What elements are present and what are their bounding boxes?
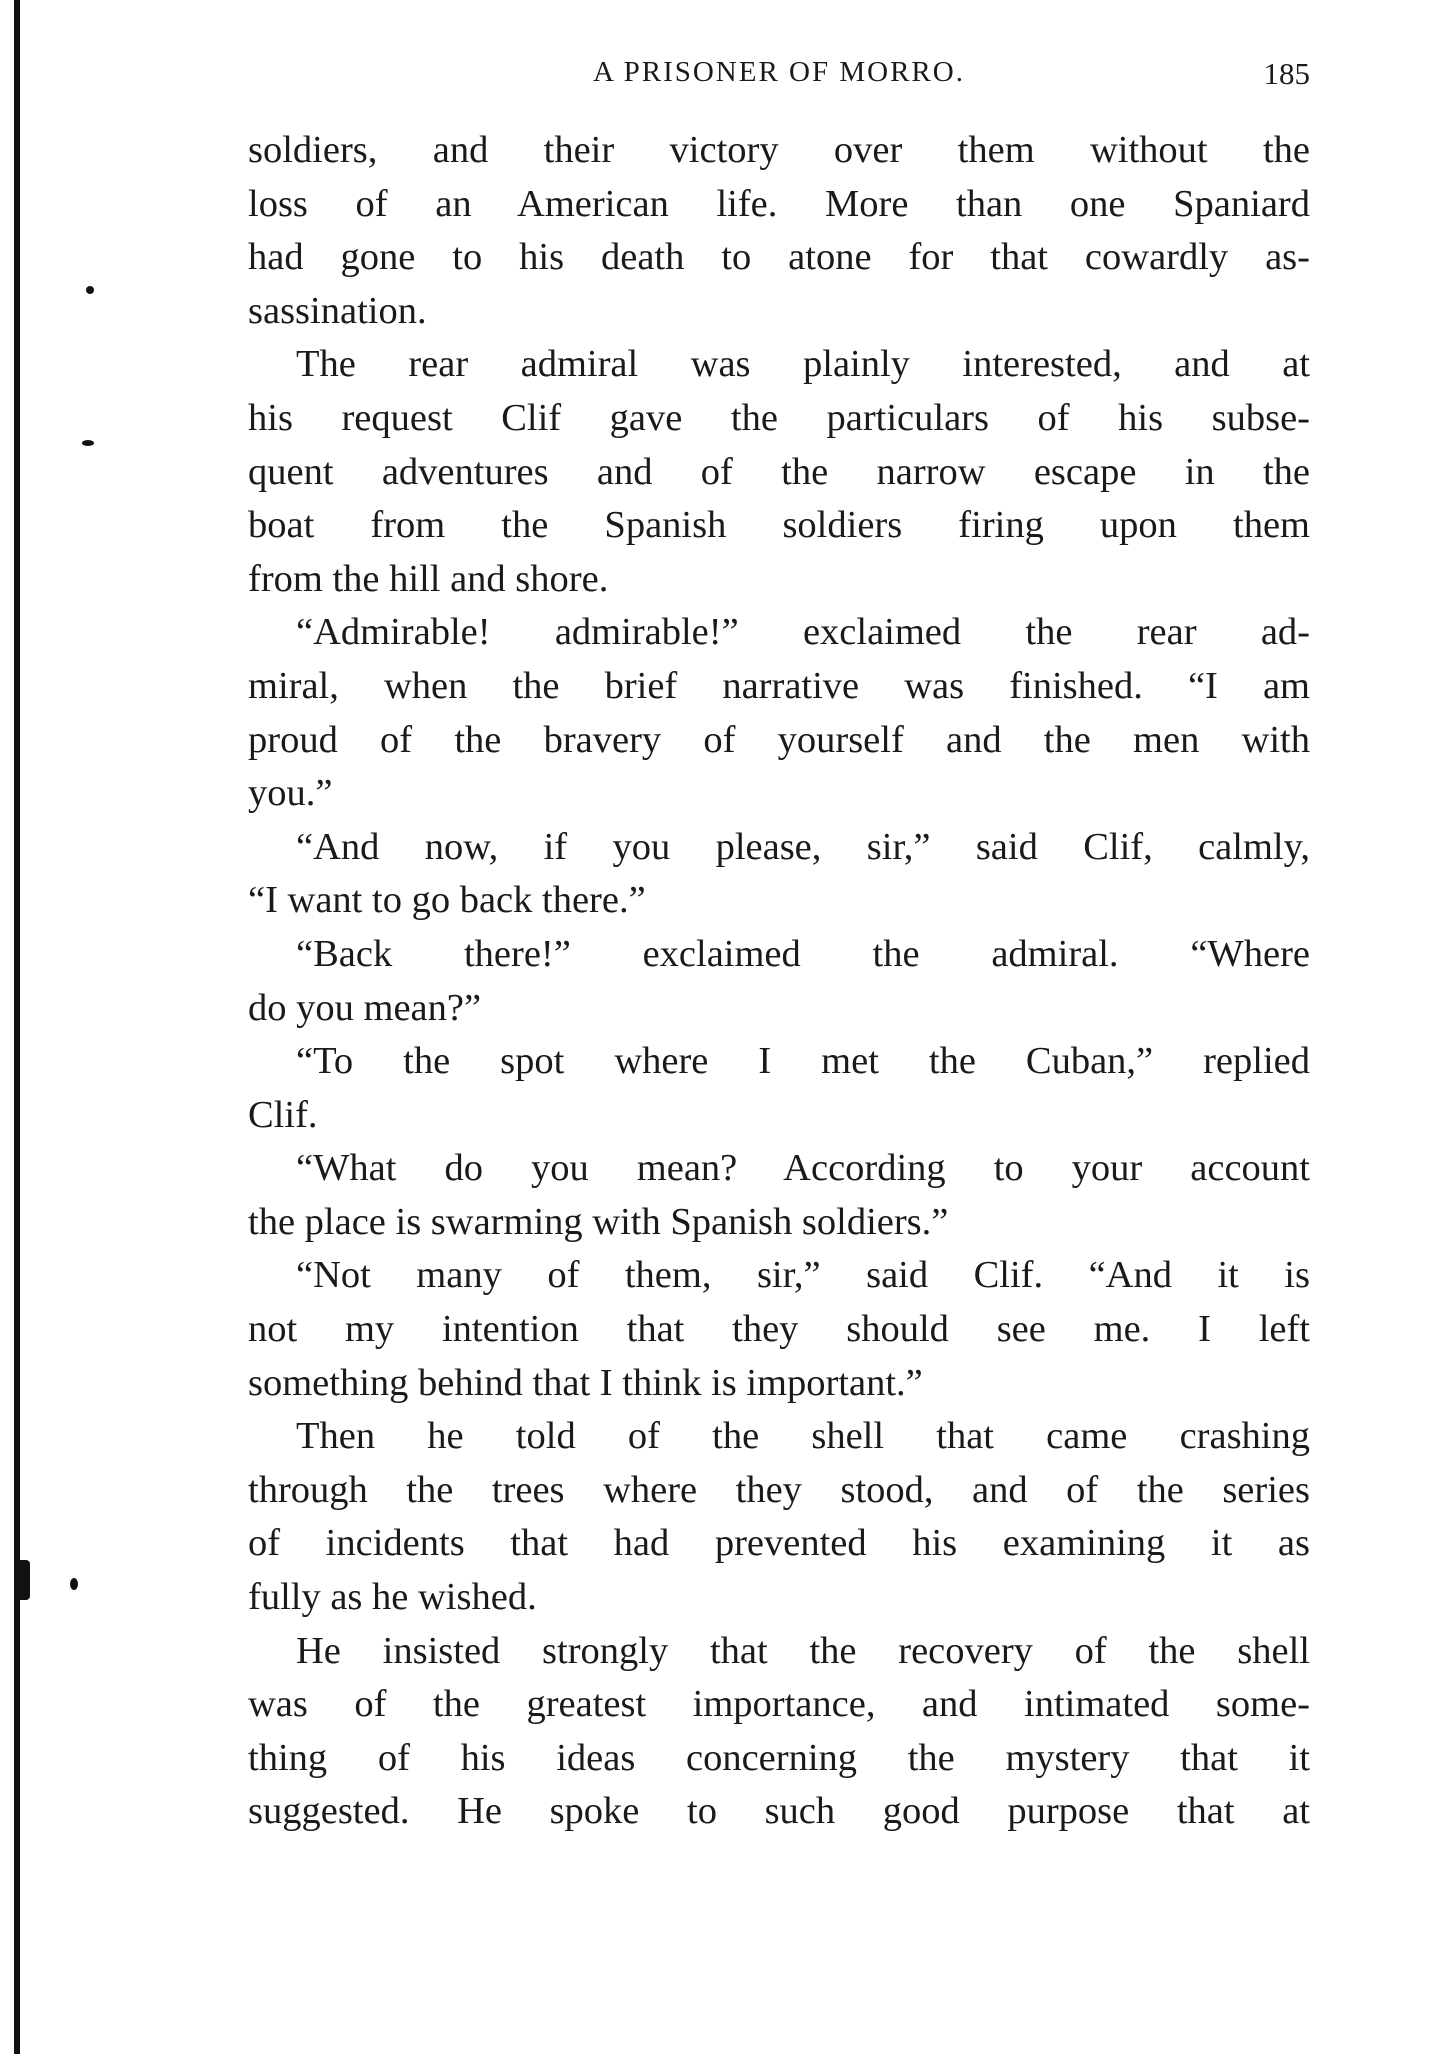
text-line: “And now, if you please, sir,” said Clif, calmly, [296, 825, 1310, 868]
binding-speck [70, 1578, 78, 1590]
text-line: do you mean?” [248, 986, 482, 1029]
text-line: soldiers, and their victory over them without the [248, 129, 1310, 171]
running-title: A PRISONER OF MORRO. [593, 56, 965, 88]
text-line: Then he told of the shell that came crashing [296, 1415, 1310, 1458]
text-line: He insisted strongly that the recovery of the shell [296, 1629, 1310, 1672]
text-line: suggested. He spoke to such good purpose that at [248, 1790, 1310, 1833]
binding-speck [86, 286, 94, 294]
text-line: boat from the Spanish soldiers firing upon them [248, 504, 1310, 547]
text-line: had gone to his death to atone for that cowardly as- [248, 236, 1310, 279]
text-line: sassination. [248, 289, 427, 332]
text-line: proud of the bravery of yourself and the men with [248, 718, 1310, 761]
text-line: fully as he wished. [248, 1576, 537, 1619]
text-line: miral, when the brief narrative was finished. “I am [248, 664, 1310, 707]
page-number: 185 [1263, 56, 1310, 91]
text-line: thing of his ideas concerning the mystery that it [248, 1736, 1310, 1779]
text-line: you.” [248, 772, 333, 815]
text-line: something behind that I think is important.” [248, 1361, 923, 1404]
text-line: the place is swarming with Spanish soldiers.” [248, 1200, 949, 1243]
page-header [248, 48, 1310, 98]
text-line: of incidents that had prevented his examining it as [248, 1522, 1310, 1565]
text-line: “To the spot where I met the Cuban,” replied [296, 1040, 1310, 1083]
text-line: The rear admiral was plainly interested, and at [296, 343, 1310, 386]
text-line: “I want to go back there.” [248, 879, 646, 922]
text-line: loss of an American life. More than one Spaniard [248, 182, 1310, 225]
text-line: not my intention that they should see me. I left [248, 1308, 1310, 1351]
text-line: through the trees where they stood, and of the series [248, 1468, 1310, 1511]
text-line: “What do you mean? According to your account [296, 1147, 1310, 1190]
text-line: “Back there!” exclaimed the admiral. “Where [296, 932, 1310, 975]
binding-edge [14, 0, 20, 2054]
binding-speck [82, 440, 94, 446]
text-line: “Not many of them, sir,” said Clif. “And it is [296, 1254, 1310, 1297]
text-line: from the hill and shore. [248, 557, 609, 600]
text-line: his request Clif gave the particulars of his subse- [248, 396, 1310, 439]
body-text [248, 124, 1310, 1839]
text-line: Clif. [248, 1093, 318, 1136]
text-line: was of the greatest importance, and intimated some- [248, 1683, 1310, 1726]
binding-speck [16, 1560, 30, 1600]
text-line: quent adventures and of the narrow escape in the [248, 450, 1310, 493]
text-line: “Admirable! admirable!” exclaimed the rear ad- [296, 611, 1310, 654]
